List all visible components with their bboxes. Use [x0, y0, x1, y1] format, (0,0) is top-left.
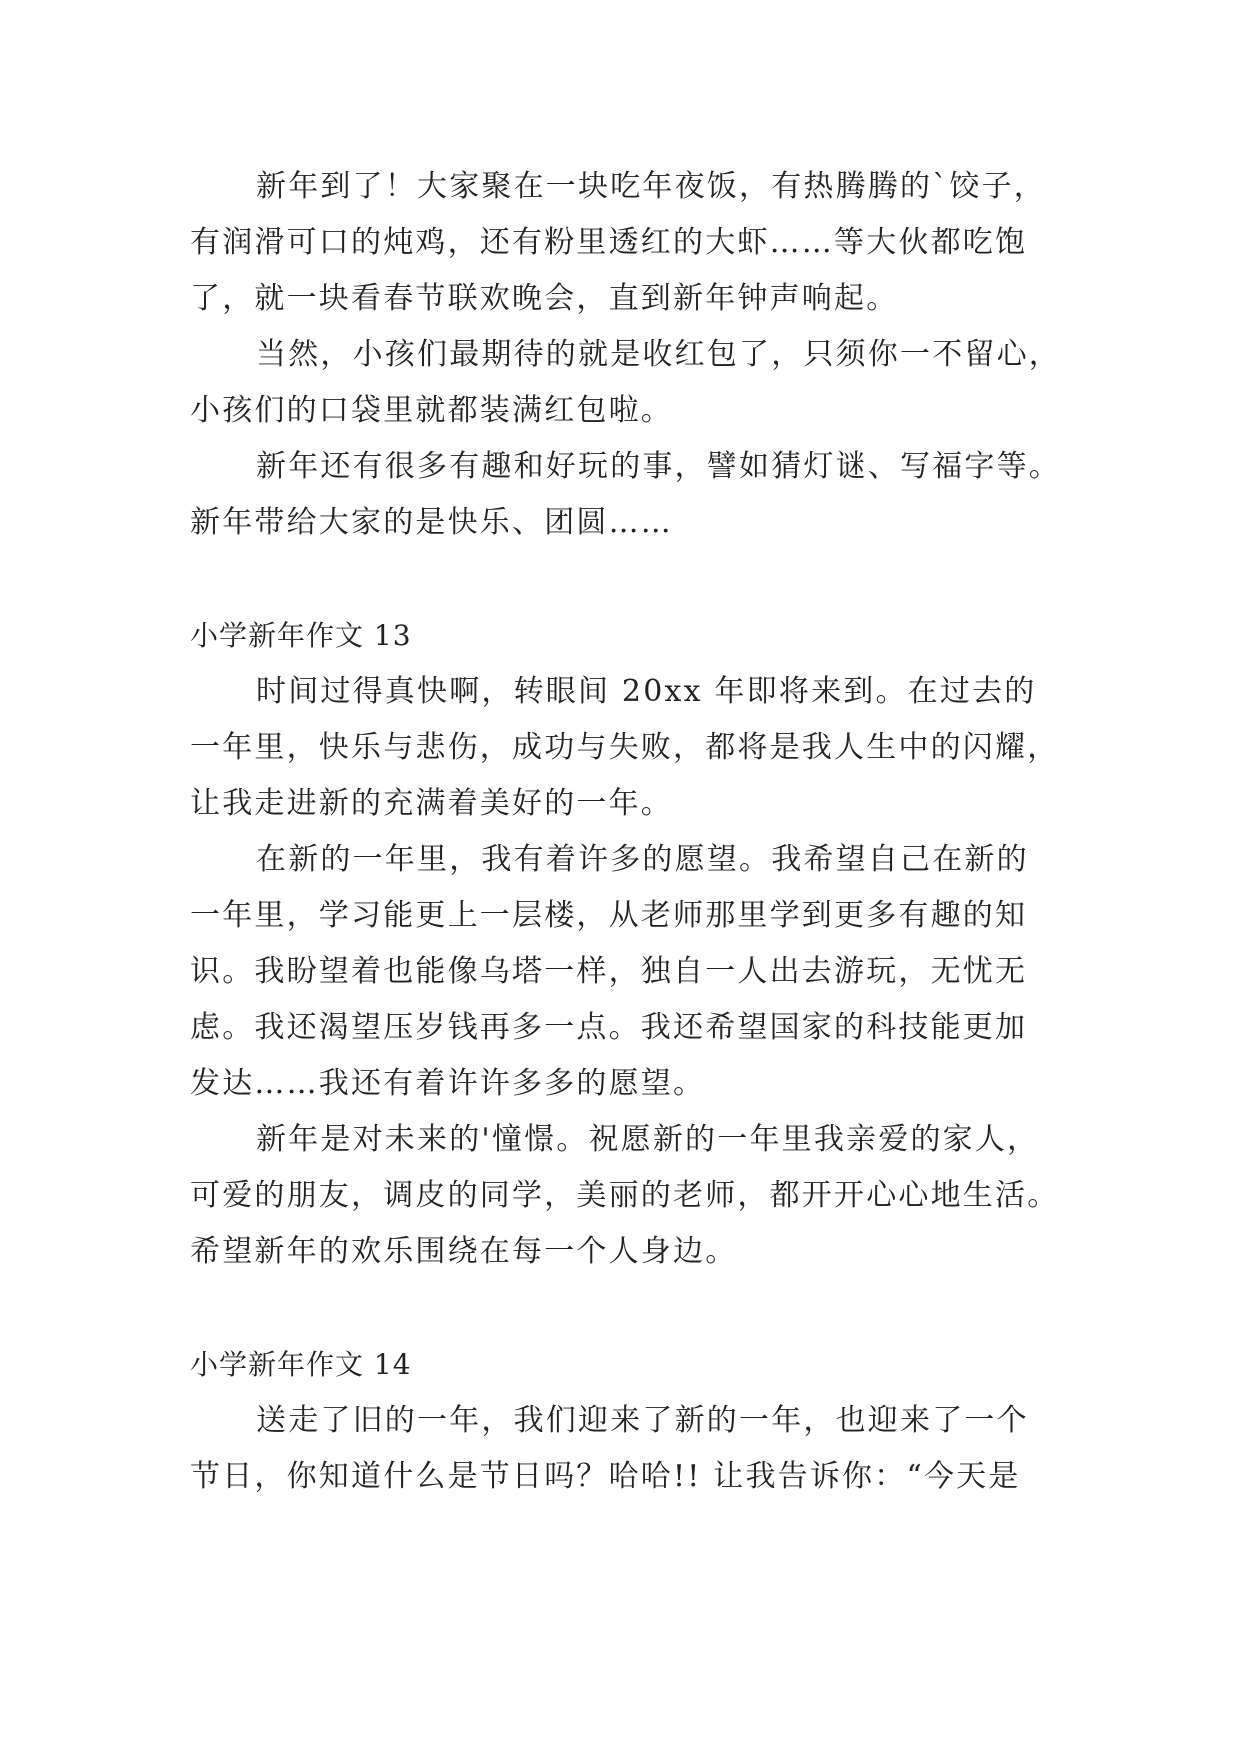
paragraph-line: 节日，你知道什么是节日吗？哈哈!! 让我告诉你：“今天是 — [190, 1459, 1021, 1494]
paragraph-line: 让我走进新的充满着美好的一年。 — [190, 786, 673, 821]
paragraph-line: 一年里，学习能更上一层楼，从老师那里学到更多有趣的知 — [190, 898, 1028, 933]
paragraph-line: 一年里，快乐与悲伤，成功与失败，都将是我人生中的闪耀， — [190, 730, 1060, 765]
paragraph-line: 在新的一年里，我有着许多的愿望。我希望自己在新的 — [256, 842, 1029, 877]
paragraph-line: 可爱的朋友，调皮的同学，美丽的老师，都开开心心地生活。 — [190, 1178, 1060, 1213]
paragraph-line: 送走了旧的一年，我们迎来了新的一年，也迎来了一个 — [256, 1403, 1029, 1438]
paragraph-line: 新年到了！大家聚在一块吃年夜饭，有热腾腾的`饺子， — [256, 169, 1046, 204]
paragraph-line: 虑。我还渴望压岁钱再多一点。我还希望国家的科技能更加 — [190, 1010, 1028, 1045]
paragraph-line: 希望新年的欢乐围绕在每一个人身边。 — [190, 1234, 738, 1269]
paragraph-line: 时间过得真快啊，转眼间 20xx 年即将来到。在过去的 — [256, 674, 1037, 709]
section-heading: 小学新年作文 14 — [190, 1348, 412, 1381]
paragraph-line: 新年还有很多有趣和好玩的事，譬如猜灯谜、写福字等。 — [256, 449, 1061, 484]
paragraph-line: 发达……我还有着许许多多的愿望。 — [190, 1066, 706, 1101]
paragraph-line: 当然，小孩们最期待的就是收红包了，只须你一不留心， — [256, 337, 1061, 372]
paragraph-line: 了，就一块看春节联欢晚会，直到新年钟声响起。 — [190, 281, 899, 316]
paragraph-line: 小孩们的口袋里就都装满红包啦。 — [190, 393, 673, 428]
paragraph-line: 新年是对未来的'憧憬。祝愿新的一年里我亲爱的家人， — [256, 1122, 1040, 1157]
paragraph-line: 新年带给大家的是快乐、团圆…… — [190, 505, 673, 540]
paragraph-line: 识。我盼望着也能像乌塔一样，独自一人出去游玩，无忧无 — [190, 954, 1028, 989]
section-heading: 小学新年作文 13 — [190, 619, 412, 652]
paragraph-line: 有润滑可口的炖鸡，还有粉里透红的大虾……等大伙都吃饱 — [190, 225, 1028, 260]
